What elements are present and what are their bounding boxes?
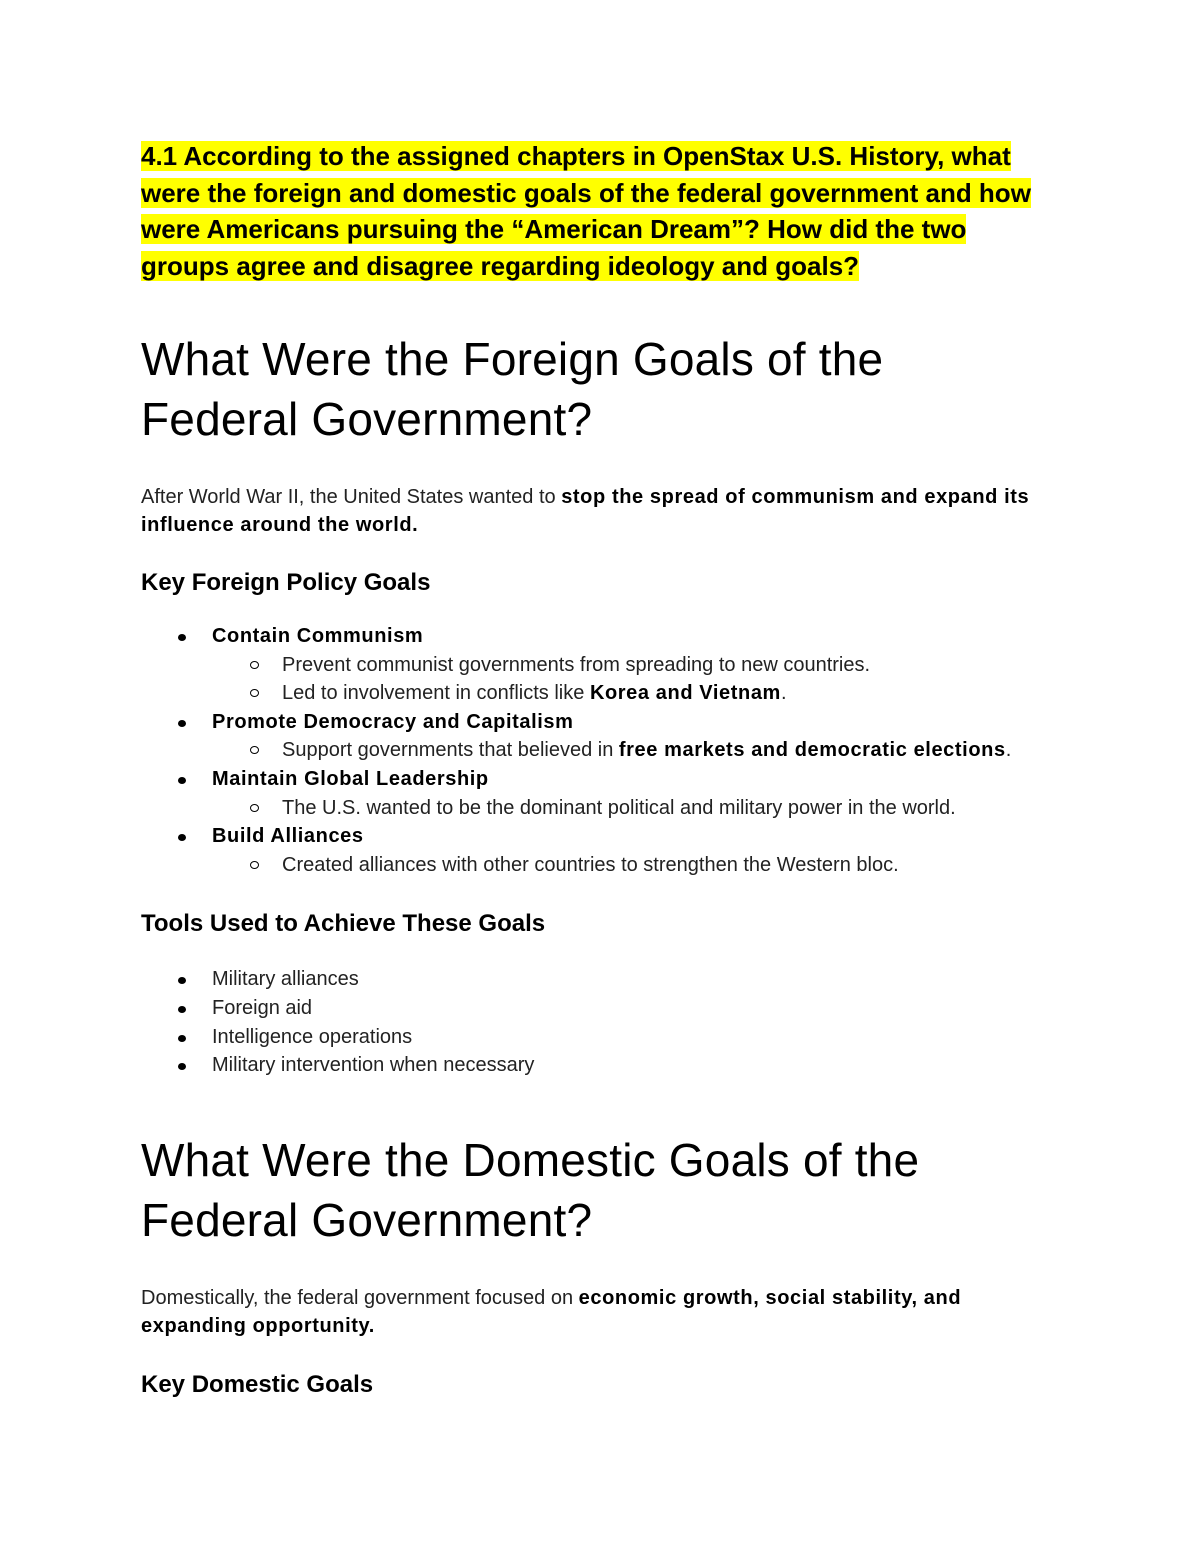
goal-label: Promote Democracy and Capitalism [212,710,574,733]
circle-bullet-icon [250,861,259,869]
heading-domestic-goals [141,1130,1046,1250]
sub-list-item [141,651,1046,680]
intro-bold-text: stop the spread of communism and expand its influence around the world. [141,486,1030,536]
heading-line: What Were the Domestic Goals of the [141,1133,920,1186]
list-item [141,622,1046,708]
tool-text: Military intervention when necessary [212,1054,535,1077]
bullet-icon [178,1063,186,1070]
bullet-icon [178,720,186,727]
list-item [141,1051,1046,1080]
circle-bullet-icon [250,689,259,697]
sub-bold-text: free markets and democratic elections [618,739,1006,762]
sub-text: Led to involvement in conflicts like [282,682,590,705]
list-item [141,1023,1046,1052]
bullet-icon [178,1035,186,1042]
foreign-intro-paragraph [141,483,1046,539]
heading-line: Federal Government? [141,393,593,445]
highlighted-question-text: 4.1 According to the assigned chapters in OpenStax U.S. History, what were the foreign and domestic goals of the federal government and how were Americans pursuing the “American Dream”? How did the two groups agree and disagree regarding ideology and goals? [141,141,1031,281]
sub-list [212,736,1046,765]
sub-text: The U.S. wanted to be the dominant political and military power in the world. [282,796,956,819]
heading-line: What Were the Foreign Goals of the [141,333,884,385]
assignment-question [141,138,1046,284]
sub-text: Prevent communist governments from spreading to new countries. [282,653,871,676]
tool-text: Military alliances [212,968,359,991]
goal-label: Build Alliances [212,825,364,848]
intro-text: After World War II, the United States wanted to [141,486,562,508]
intro-text: Domestically, the federal government focused on [141,1286,579,1309]
list-item [141,822,1046,879]
sub-list [212,851,1046,880]
sub-list [212,794,1046,823]
tool-text: Foreign aid [212,996,313,1019]
heading-key-foreign-goals: Key Foreign Policy Goals [141,569,431,596]
goal-label: Contain Communism [212,625,424,647]
domestic-intro-paragraph [141,1284,1046,1340]
sub-tail: . [1005,739,1012,762]
sub-text: Support governments that believed in [282,739,619,762]
bullet-icon [178,834,186,841]
heading-foreign-goals [141,329,1046,449]
tools-list [141,965,1046,1079]
bullet-icon [178,777,186,784]
sub-list-item [141,794,1046,823]
intro-bold-text: economic growth, social stability, and expanding opportunity. [141,1286,962,1337]
list-item [141,765,1046,822]
heading-tools: Tools Used to Achieve These Goals [141,910,546,938]
list-item [141,708,1046,765]
sub-text: Created alliances with other countries to strengthen the Western bloc. [282,853,899,876]
sub-list [212,651,1046,708]
sub-list-item [141,851,1046,880]
heading-key-domestic-goals: Key Domestic Goals [141,1370,374,1398]
sub-list-item [141,679,1046,708]
circle-bullet-icon [250,746,259,754]
sub-bold-text: Korea and Vietnam [589,682,781,705]
foreign-goals-list [141,622,1046,879]
sub-list-item [141,736,1046,765]
circle-bullet-icon [250,804,259,812]
document-page [141,138,1046,1400]
bullet-icon [178,977,186,984]
sub-tail: . [780,682,787,705]
heading-line: Federal Government? [141,1193,593,1246]
bullet-icon [178,634,186,641]
goal-label: Maintain Global Leadership [212,767,489,790]
bullet-icon [178,1006,186,1013]
circle-bullet-icon [250,661,259,669]
tool-text: Intelligence operations [212,1025,413,1048]
list-item [141,965,1046,994]
list-item [141,994,1046,1023]
